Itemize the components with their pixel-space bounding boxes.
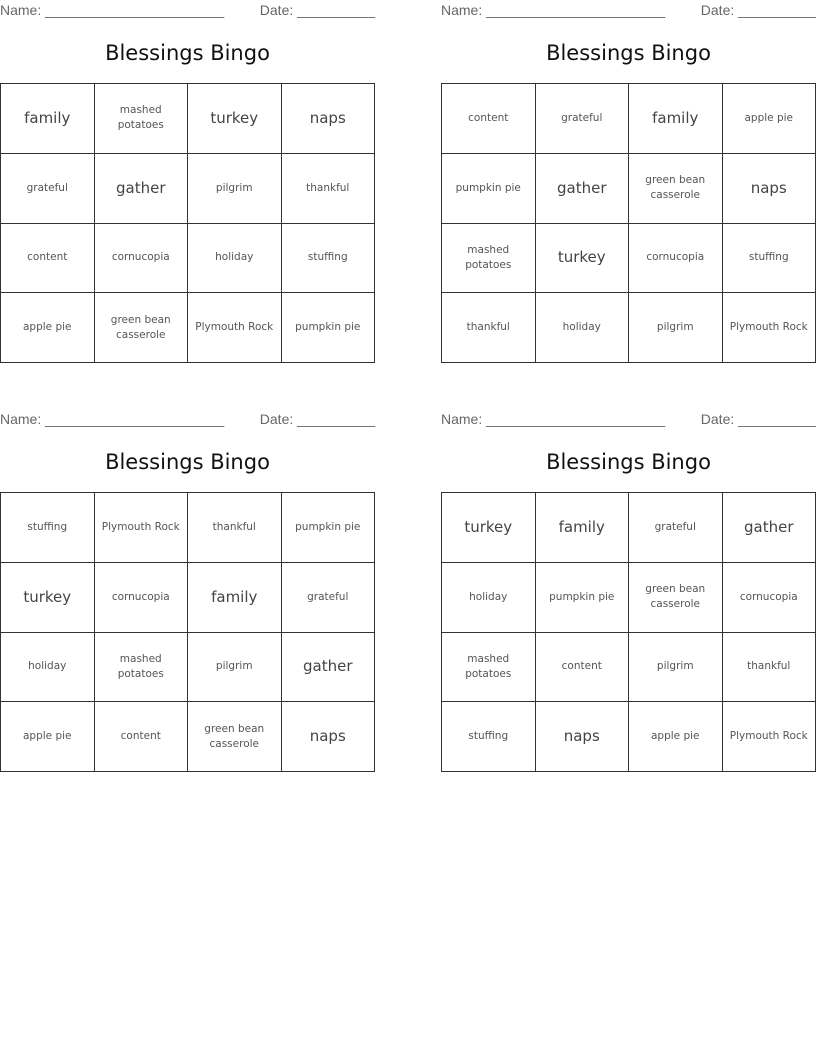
bingo-cell: grateful xyxy=(282,563,376,633)
bingo-cell: stuffing xyxy=(442,702,536,772)
bingo-cell: naps xyxy=(282,84,376,154)
date-field: Date: __________ xyxy=(700,411,816,427)
bingo-cell: gather xyxy=(536,154,630,224)
bingo-cell: thankful xyxy=(282,154,376,224)
bingo-cell: Plymouth Rock xyxy=(723,293,816,363)
name-field: Name: _______________________ xyxy=(441,411,666,427)
bingo-cell: mashed potatoes xyxy=(442,224,536,294)
name-field: Name: _______________________ xyxy=(0,2,225,18)
date-field: Date: __________ xyxy=(700,2,816,18)
bingo-card-1 xyxy=(0,0,375,364)
bingo-cell: grateful xyxy=(536,84,630,154)
card-title: Blessings Bingo xyxy=(546,450,711,474)
bingo-cell: content xyxy=(442,84,536,154)
bingo-cell: family xyxy=(536,493,630,563)
bingo-cell: content xyxy=(536,633,630,703)
bingo-cell: Plymouth Rock xyxy=(95,493,189,563)
bingo-cell: gather xyxy=(95,154,189,224)
bingo-grid xyxy=(0,83,375,363)
bingo-cell: mashed potatoes xyxy=(442,633,536,703)
date-field: Date: __________ xyxy=(259,411,375,427)
bingo-cell: pumpkin pie xyxy=(442,154,536,224)
card-header xyxy=(0,409,375,431)
bingo-cell: pilgrim xyxy=(188,633,282,703)
name-field: Name: _______________________ xyxy=(0,411,225,427)
bingo-cell: Plymouth Rock xyxy=(723,702,816,772)
bingo-cell: pumpkin pie xyxy=(282,293,376,363)
bingo-cell: thankful xyxy=(188,493,282,563)
bingo-cell: pumpkin pie xyxy=(536,563,630,633)
bingo-cell: grateful xyxy=(629,493,723,563)
bingo-cell: family xyxy=(188,563,282,633)
bingo-cell: cornucopia xyxy=(95,563,189,633)
bingo-cell: gather xyxy=(723,493,816,563)
bingo-cell: holiday xyxy=(1,633,95,703)
bingo-cell: mashed potatoes xyxy=(95,633,189,703)
bingo-cell: turkey xyxy=(1,563,95,633)
bingo-cell: pilgrim xyxy=(188,154,282,224)
bingo-cell: holiday xyxy=(442,563,536,633)
bingo-cell: naps xyxy=(723,154,816,224)
bingo-cell: green bean casserole xyxy=(95,293,189,363)
card-title: Blessings Bingo xyxy=(105,41,270,65)
card-header xyxy=(441,0,816,22)
bingo-cell: naps xyxy=(282,702,376,772)
bingo-cell: naps xyxy=(536,702,630,772)
bingo-cell: cornucopia xyxy=(95,224,189,294)
bingo-cell: green bean casserole xyxy=(629,563,723,633)
bingo-cell: pumpkin pie xyxy=(282,493,376,563)
bingo-cell: apple pie xyxy=(629,702,723,772)
name-field: Name: _______________________ xyxy=(441,2,666,18)
bingo-cell: turkey xyxy=(536,224,630,294)
bingo-cell: Plymouth Rock xyxy=(188,293,282,363)
bingo-cell: family xyxy=(1,84,95,154)
bingo-cell: thankful xyxy=(723,633,816,703)
bingo-cell: turkey xyxy=(188,84,282,154)
bingo-cell: apple pie xyxy=(1,293,95,363)
bingo-grid xyxy=(441,83,816,363)
bingo-cell: thankful xyxy=(442,293,536,363)
bingo-cell: holiday xyxy=(536,293,630,363)
bingo-cell: cornucopia xyxy=(723,563,816,633)
bingo-cell: mashed potatoes xyxy=(95,84,189,154)
bingo-cell: stuffing xyxy=(1,493,95,563)
bingo-cell: green bean casserole xyxy=(188,702,282,772)
bingo-cell: content xyxy=(1,224,95,294)
bingo-cell: family xyxy=(629,84,723,154)
bingo-card-2 xyxy=(441,0,816,364)
card-title: Blessings Bingo xyxy=(105,450,270,474)
bingo-cell: apple pie xyxy=(1,702,95,772)
card-header xyxy=(441,409,816,431)
bingo-cell: pilgrim xyxy=(629,293,723,363)
bingo-card-4 xyxy=(441,409,816,773)
bingo-cell: pilgrim xyxy=(629,633,723,703)
date-field: Date: __________ xyxy=(259,2,375,18)
bingo-card-3 xyxy=(0,409,375,773)
bingo-cell: turkey xyxy=(442,493,536,563)
bingo-cell: gather xyxy=(282,633,376,703)
bingo-cell: holiday xyxy=(188,224,282,294)
bingo-cell: grateful xyxy=(1,154,95,224)
bingo-cell: content xyxy=(95,702,189,772)
bingo-cell: green bean casserole xyxy=(629,154,723,224)
bingo-cell: stuffing xyxy=(723,224,816,294)
bingo-grid xyxy=(0,492,375,772)
bingo-grid xyxy=(441,492,816,772)
bingo-cell: cornucopia xyxy=(629,224,723,294)
card-title: Blessings Bingo xyxy=(546,41,711,65)
bingo-cell: stuffing xyxy=(282,224,376,294)
bingo-cell: apple pie xyxy=(723,84,816,154)
card-header xyxy=(0,0,375,22)
